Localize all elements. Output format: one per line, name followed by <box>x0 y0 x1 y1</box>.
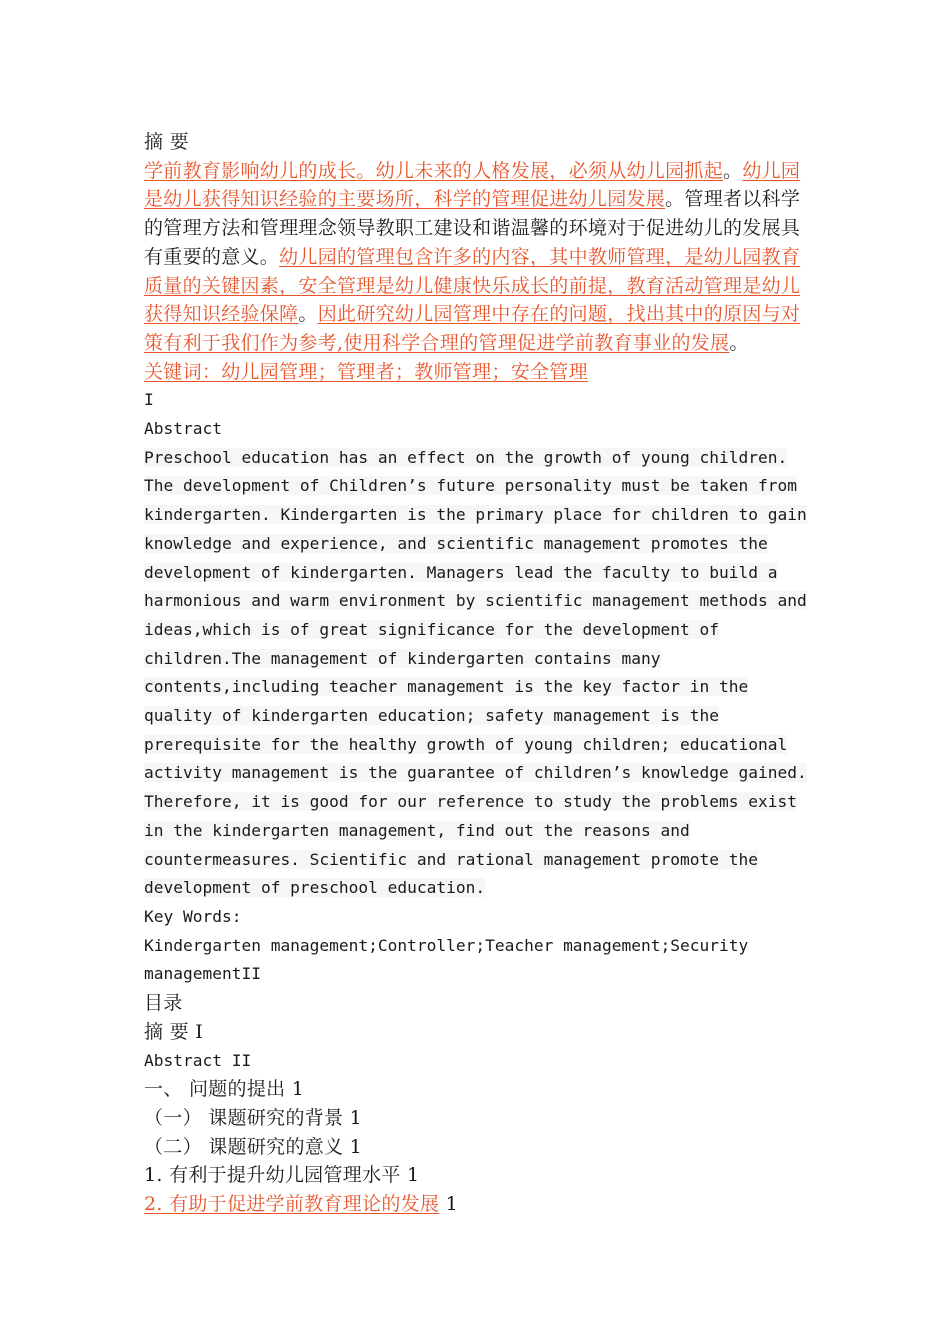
toc-item-page: 1 <box>439 1193 459 1216</box>
zh-abstract-body <box>144 157 800 358</box>
zh-abstract-line <box>144 272 800 301</box>
zh-abstract-line <box>144 329 800 358</box>
text-run: 。管理者以科学 <box>665 188 801 211</box>
zh-keywords-text: 关键词：幼儿园管理；管理者；教师管理；安全管理 <box>144 360 588 383</box>
highlighted-text: 是幼儿获得知识经验的主要场所，科学的管理促进幼儿园发展 <box>144 188 666 211</box>
highlighted-text: 质量的关键因素，安全管理是幼儿健康快乐成长的前提，教育活动管理是幼儿 <box>144 274 801 297</box>
en-abstract-line: The development of Children’s future personality must be taken from <box>144 476 797 496</box>
text-run: 的管理方法和管理理念领导教职工建设和谐温馨的环境对于促进幼儿的发展具 <box>144 217 801 240</box>
toc-item[interactable]: Abstract II <box>144 1050 252 1070</box>
en-abstract-line: countermeasures. Scientific and rational management promote the <box>144 849 758 869</box>
zh-abstract-line <box>144 185 800 214</box>
highlighted-text: 因此研究幼儿园管理中存在的问题，找出其中的原因与对 <box>317 303 801 326</box>
en-abstract-heading: Abstract <box>144 419 222 439</box>
en-keywords-label: Key Words: <box>144 906 242 926</box>
highlighted-text: 策有利于我们作为参考,使用科学合理的管理促进学前教育事业的发展 <box>144 331 730 354</box>
en-abstract-line: harmonious and warm environment by scientific management methods and <box>144 591 807 611</box>
toc-item[interactable] <box>144 1190 800 1219</box>
zh-abstract-heading: 摘 要 <box>144 131 189 153</box>
en-abstract-line: development of preschool education. <box>144 878 486 898</box>
text-run: 。 <box>729 331 749 354</box>
en-abstract-line: kindergarten. Kindergarten is the primary place for children to gain <box>144 505 807 525</box>
zh-abstract-line <box>144 157 800 186</box>
en-abstract-line: activity management is the guarantee of children’s knowledge gained. <box>144 763 807 783</box>
toc-item[interactable]: （一） 课题研究的背景 1 <box>144 1106 363 1129</box>
en-abstract-body <box>144 444 807 903</box>
highlighted-text: 获得知识经验保障 <box>144 303 299 326</box>
en-abstract-line: in the kindergarten management, find out the reasons and <box>144 820 690 840</box>
text-run: 有重要的意义。 <box>144 245 280 268</box>
document-page <box>144 128 807 1219</box>
toc-item[interactable]: 摘 要 I <box>144 1020 204 1043</box>
toc-title: 目录 <box>144 992 183 1015</box>
en-keywords-line: managementII <box>144 964 261 984</box>
highlighted-text: 学前教育影响幼儿的成长。幼儿未来的人格发展，必须从幼儿园抓起 <box>144 159 724 182</box>
en-abstract-line: quality of kindergarten education; safety management is the <box>144 706 719 726</box>
zh-abstract-line <box>144 214 800 243</box>
toc-item[interactable]: 一、 问题的提出 1 <box>144 1078 305 1101</box>
page-number: I <box>144 390 154 410</box>
zh-abstract-line <box>144 243 800 272</box>
en-abstract-line: development of kindergarten. Managers lead the faculty to build a <box>144 562 778 582</box>
toc-item[interactable]: 1. 有利于提升幼儿园管理水平 1 <box>144 1164 420 1187</box>
text-run: 。 <box>723 159 743 182</box>
en-abstract-line: Preschool education has an effect on the growth of young children. <box>144 447 788 467</box>
en-abstract-line: prerequisite for the healthy growth of young children; educational <box>144 734 788 754</box>
toc-item[interactable]: （二） 课题研究的意义 1 <box>144 1135 363 1158</box>
highlighted-text: 幼儿园 <box>742 159 801 182</box>
en-abstract-line: Therefore, it is good for our reference to study the problems exist <box>144 792 797 812</box>
en-keywords-line: Kindergarten management;Controller;Teacher management;Security <box>144 935 749 955</box>
toc-item-link[interactable]: 2. 有助于促进学前教育理论的发展 <box>144 1193 440 1216</box>
en-abstract-line: ideas,which is of great significance for the development of <box>144 619 719 639</box>
en-abstract-line: knowledge and experience, and scientific management promotes the <box>144 533 768 553</box>
highlighted-text: 幼儿园的管理包含许多的内容，其中教师管理，是幼儿园教育 <box>279 245 801 268</box>
text-run: 。 <box>298 303 318 326</box>
en-abstract-line: children.The management of kindergarten contains many <box>144 648 661 668</box>
zh-keywords <box>144 358 800 387</box>
table-of-contents <box>144 1018 800 1219</box>
zh-abstract-line <box>144 300 800 329</box>
en-abstract-line: contents,including teacher management is the key factor in the <box>144 677 749 697</box>
